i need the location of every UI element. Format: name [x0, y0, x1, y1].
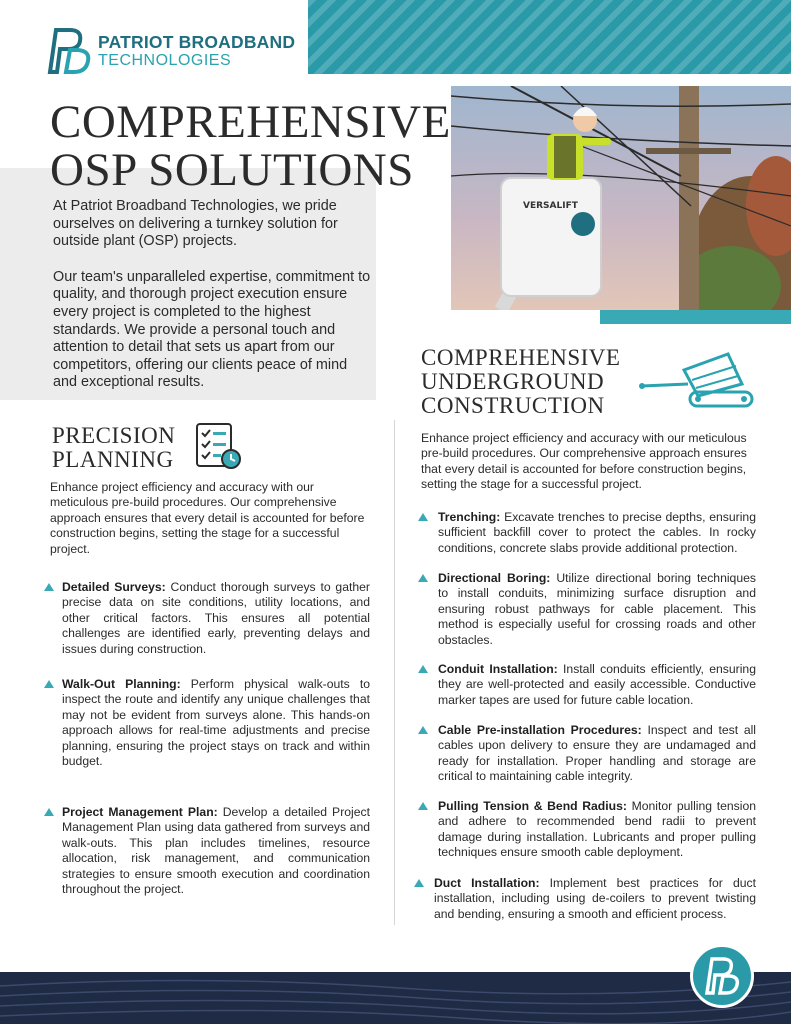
triangle-bullet-icon [418, 513, 428, 521]
page-title: COMPREHENSIVE OSP SOLUTIONS [50, 96, 451, 196]
lineman-bucket-truck-photo [451, 86, 791, 310]
triangle-bullet-icon [44, 680, 54, 688]
intro-paragraph-2: Our team's unparalleled expertise, commitment to quality, and thorough project execution ensure every project is completed to the highest standards. We provide a personal touch and attention to detail that sets us apart from our competitors, offering our clients peace of mind and exceptional results. [53, 268, 371, 391]
boring-machine-icon [638, 348, 754, 410]
truck-label: VERSALIFT [523, 201, 578, 211]
triangle-bullet-icon [418, 574, 428, 582]
brand-name-line2: TECHNOLOGIES [98, 52, 232, 69]
pb-logo-icon [46, 26, 92, 74]
underground-intro: Enhance project efficiency and accuracy with our meticulous pre-build procedures. Our comprehensive approach ensures that every detail is accounted for before construction begins, setting the stage for a successful project. [421, 431, 747, 492]
footer-logo-badge [690, 944, 754, 1008]
triangle-bullet-icon [418, 802, 428, 810]
header-stripe-banner [308, 0, 791, 74]
triangle-bullet-icon [44, 808, 54, 816]
planning-intro: Enhance project efficiency and accuracy with our meticulous pre-build procedures. Our comprehensive approach ensures that every detail is accounted for before construction begins, setting the stage for a successful project. [50, 480, 365, 556]
underground-section-title: COMPREHENSIVE UNDERGROUND CONSTRUCTION [421, 345, 621, 418]
triangle-bullet-icon [414, 879, 424, 887]
checklist-clock-icon [195, 422, 243, 470]
triangle-bullet-icon [44, 583, 54, 591]
intro-paragraph-1: At Patriot Broadband Technologies, we pride ourselves on delivering a turnkey solution for outside plant (OSP) projects. [53, 198, 338, 250]
triangle-bullet-icon [418, 665, 428, 673]
pb-logo-icon [693, 947, 751, 1005]
intro-text [53, 198, 371, 410]
planning-section-title: PRECISION PLANNING [52, 423, 176, 472]
footer-wave-band [0, 972, 791, 1024]
brand-name-line1: PATRIOT BROADBAND [98, 32, 296, 52]
column-divider [394, 420, 395, 925]
triangle-bullet-icon [418, 726, 428, 734]
